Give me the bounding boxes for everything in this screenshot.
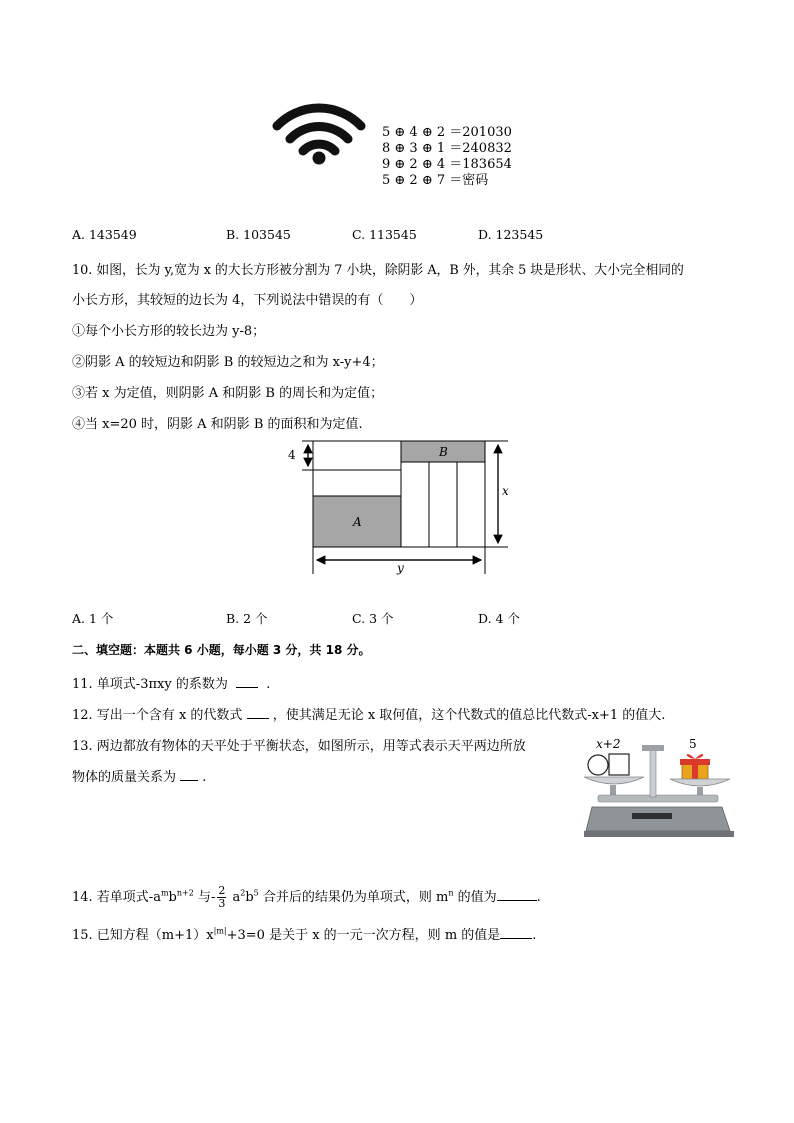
equation-4: 5 ⊕ 2 ⊕ 7 ＝密码 — [382, 173, 489, 188]
q14-exp-n2: n+2 — [176, 888, 194, 898]
square-shape — [609, 754, 629, 775]
q9-choice-c[interactable]: C. 113545 — [352, 227, 417, 242]
q15-end: . — [532, 928, 537, 943]
q11-end: . — [266, 677, 271, 692]
wifi-icon — [272, 96, 366, 168]
label-4: 4 — [288, 448, 296, 462]
q14-var-a: a — [228, 890, 241, 905]
q14-text-pre: 14. 若单项式-a — [72, 890, 161, 905]
q12-answer-blank[interactable] — [247, 706, 269, 719]
q14-text-mid: 合并后的结果仍为单项式，则 m — [258, 890, 449, 905]
q9-choice-d[interactable]: D. 123545 — [478, 227, 544, 242]
q14-fraction-denominator: 3 — [218, 897, 226, 910]
q11 — [72, 673, 270, 692]
q12-text-post: ，使其满足无论 x 取何值，这个代数式的值总比代数式-x+1 的值大. — [272, 708, 666, 723]
q14-end: . — [536, 890, 541, 905]
q9-choice-b[interactable]: B. 103545 — [226, 227, 291, 242]
q13-line2 — [72, 766, 206, 785]
q10-rectangle-figure — [280, 436, 520, 576]
q14-answer-blank[interactable] — [497, 888, 537, 901]
q15-answer-blank[interactable] — [500, 926, 532, 939]
q14-exp-m: m — [160, 888, 169, 898]
equation-2: 8 ⊕ 3 ⊕ 1 ＝240832 — [382, 141, 512, 156]
section-2-heading: 二、填空题：本题共 6 小题，每小题 3 分，共 18 分。 — [72, 643, 371, 657]
q13-line1: 13. 两边都放有物体的天平处于平衡状态，如图所示，用等式表示天平两边所放 — [72, 739, 526, 754]
right-label: 5 — [689, 737, 697, 751]
q10-choice-b[interactable]: B. 2 个 — [226, 611, 268, 626]
q10-choice-d[interactable]: D. 4 个 — [478, 611, 520, 626]
label-y: y — [397, 561, 404, 575]
q15-text-pre: 15. 已知方程（m+1）x — [72, 928, 214, 943]
label-a: A — [353, 515, 362, 529]
circle-shape — [588, 755, 608, 775]
q14-fraction — [217, 885, 226, 910]
q10-statement-3: ③若 x 为定值，则阴影 A 和阴影 B 的周长和为定值； — [72, 386, 384, 401]
q14-exp-2: 2 — [240, 888, 246, 898]
equation-3: 9 ⊕ 2 ⊕ 4 ＝183654 — [382, 157, 512, 172]
q13-answer-blank[interactable] — [180, 768, 198, 781]
equation-1: 5 ⊕ 4 ⊕ 2 ＝201030 — [382, 125, 512, 140]
q14-var-b2: b — [245, 890, 254, 905]
q14-exp-n: n — [448, 888, 454, 898]
q10-stem-line2: 小长方形，其较短的边长为 4，下列说法中错误的有（ ） — [72, 293, 423, 308]
label-b: B — [439, 445, 448, 459]
q10-statement-4: ④当 x=20 时，阴影 A 和阴影 B 的面积和为定值. — [72, 417, 363, 432]
gift-box-icon — [680, 754, 710, 779]
left-label: x+2 — [596, 737, 621, 751]
q15 — [72, 924, 536, 943]
q15-exp-abs-m: |m| — [213, 926, 227, 936]
q10-statement-2: ②阴影 A 的较短边和阴影 B 的较短边之和为 x-y+4； — [72, 355, 384, 370]
q10-stem-line1: 10. 如图，长为 y,宽为 x 的大长方形被分割为 7 小块，除阴影 A，B 外，其余 5 块是形状、大小完全相同的 — [72, 263, 684, 278]
q10-statement-1: ①每个小长方形的较长边为 y-8； — [72, 324, 266, 339]
q14-exp-5: 5 — [253, 888, 259, 898]
q11-text: 11. 单项式-3πxy 的系数为 — [72, 677, 228, 692]
q14-text-with: 与- — [193, 890, 216, 905]
q13-end: . — [202, 770, 207, 785]
q15-text-mid: +3=0 是关于 x 的一元一次方程，则 m 的值是 — [226, 928, 501, 943]
q14-text-post: 的值为 — [453, 890, 497, 905]
q10-choice-a[interactable]: A. 1 个 — [72, 611, 114, 626]
balance-scale-image — [582, 735, 754, 843]
q12 — [72, 704, 665, 723]
q12-text-pre: 12. 写出一个含有 x 的代数式 — [72, 708, 243, 723]
q9-choice-a[interactable]: A. 143549 — [72, 227, 137, 242]
label-x: x — [502, 484, 509, 498]
q14 — [72, 885, 541, 910]
q14-fraction-numerator: 2 — [218, 884, 226, 897]
q10-choice-c[interactable]: C. 3 个 — [352, 611, 394, 626]
q14-var-b: b — [168, 890, 177, 905]
q11-answer-blank[interactable] — [236, 675, 258, 688]
q13-text: 物体的质量关系为 — [72, 770, 177, 785]
